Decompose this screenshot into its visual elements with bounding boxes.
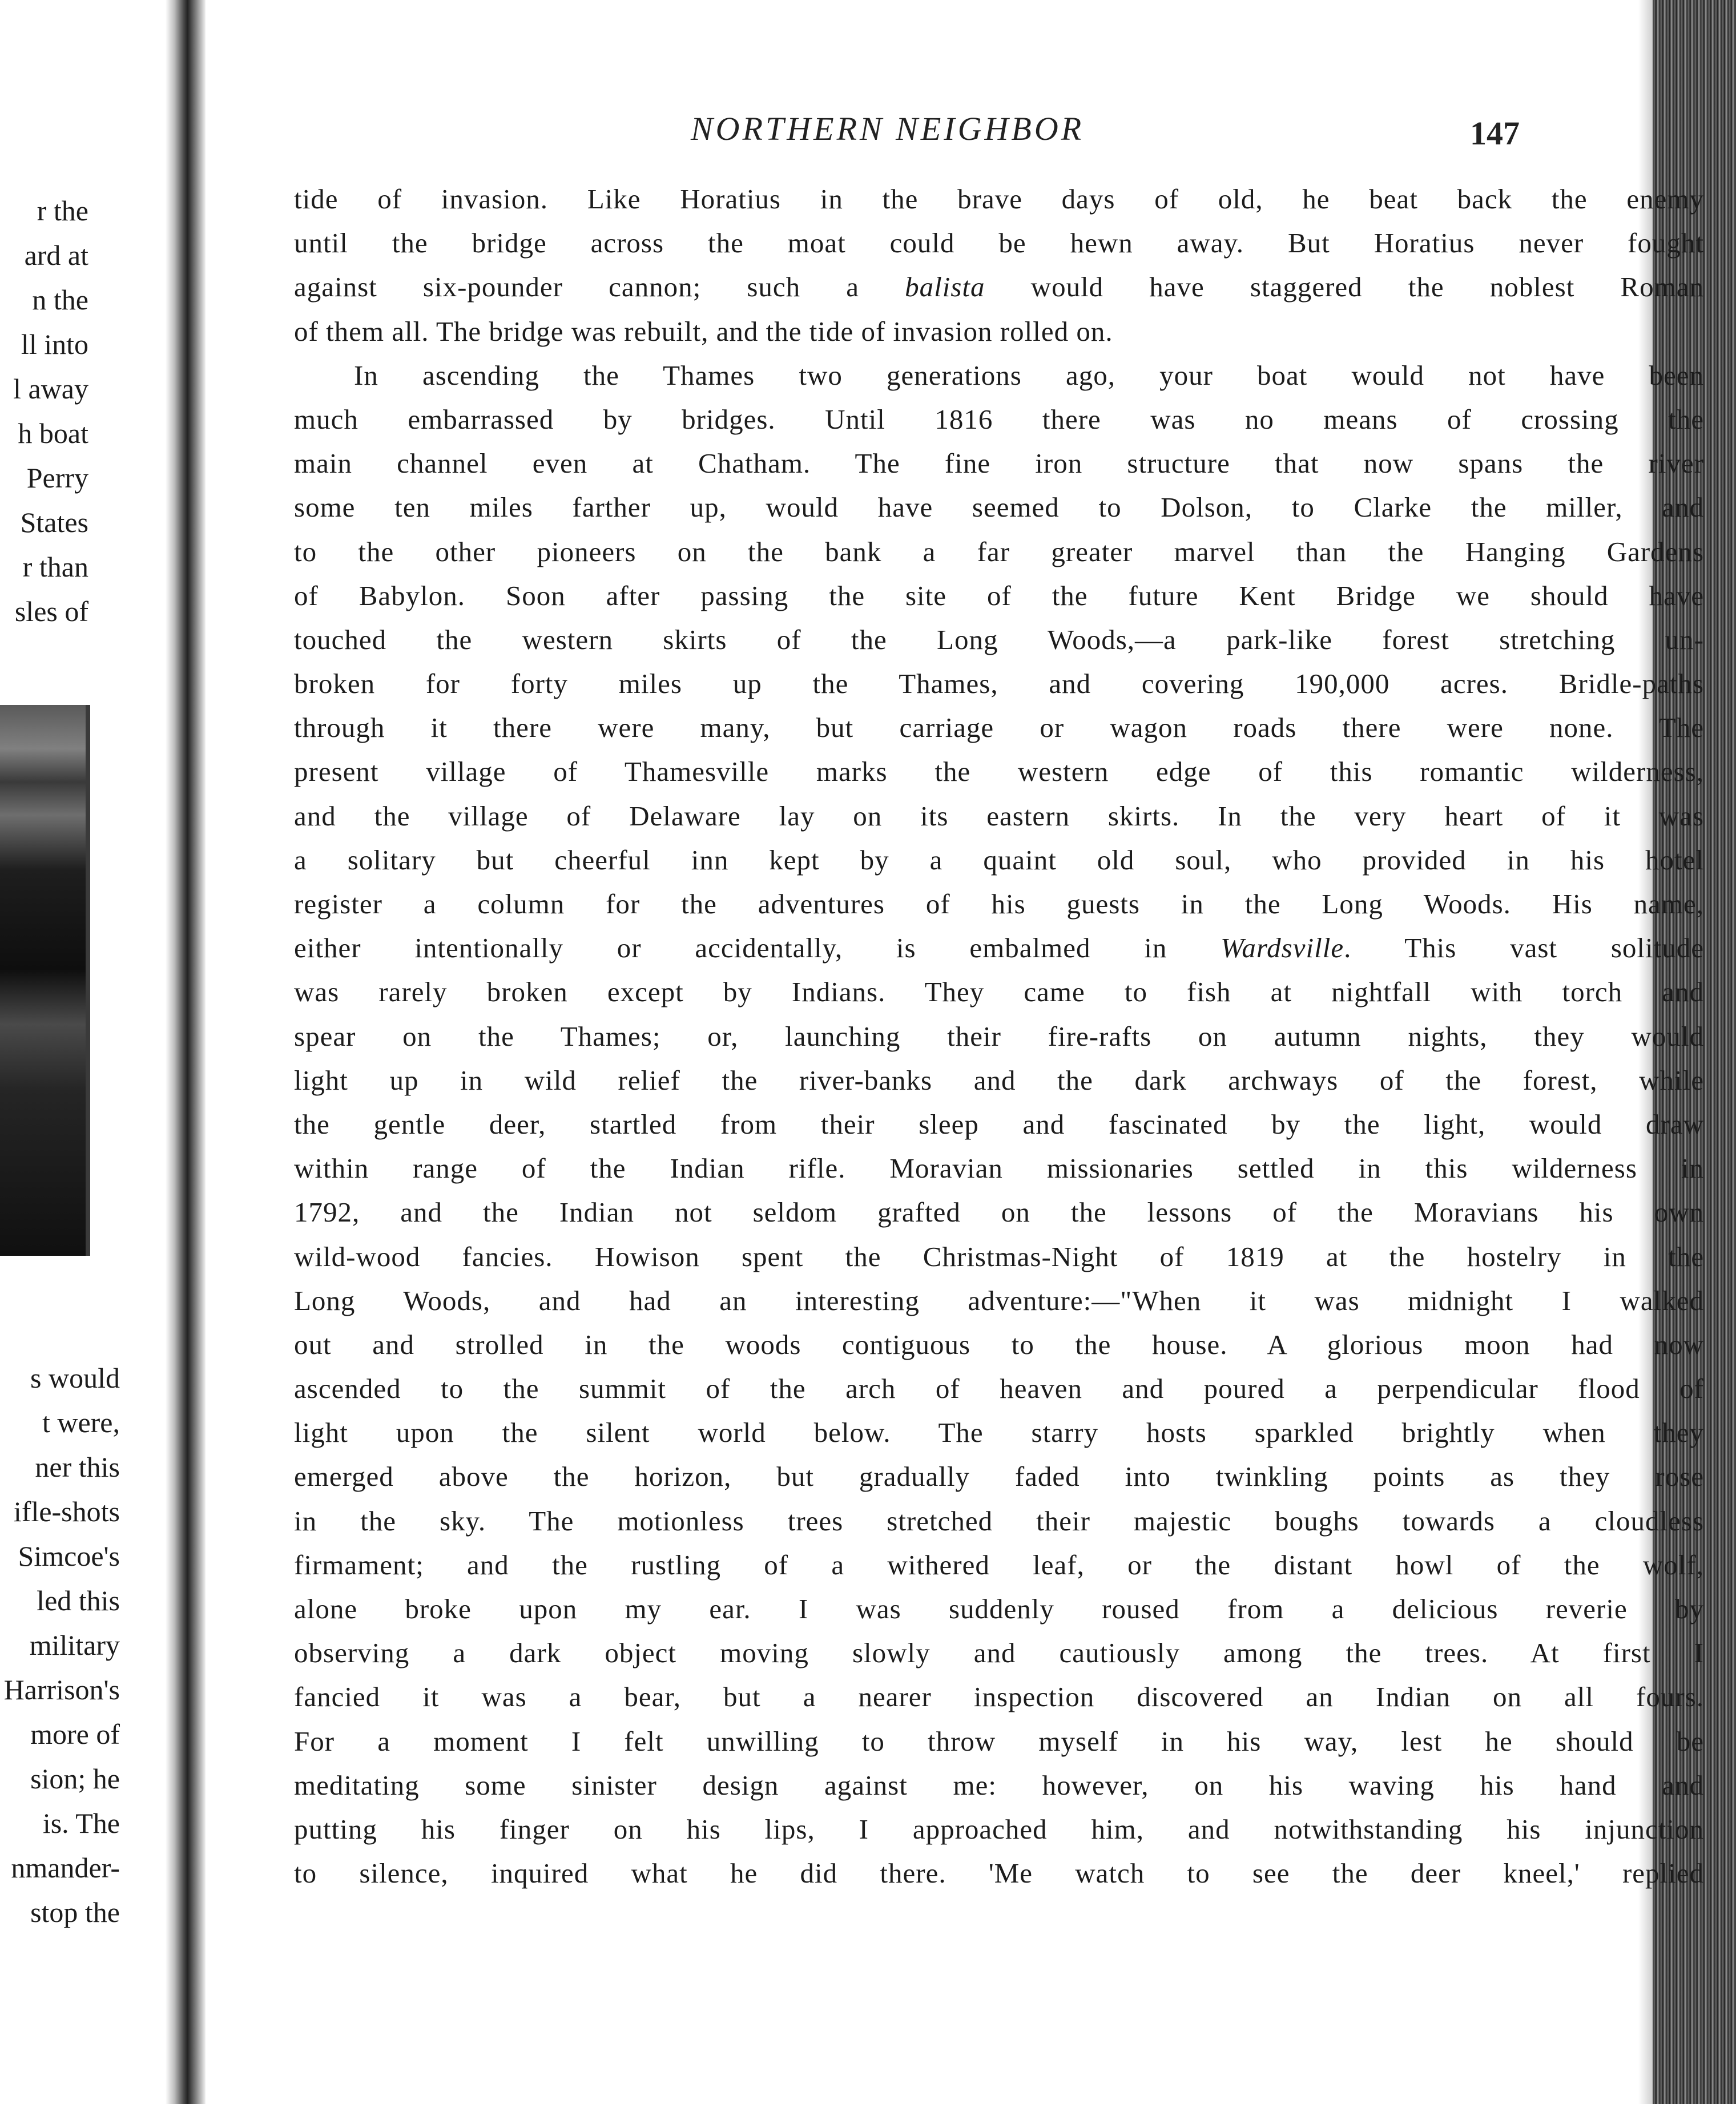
text-line: 1792, and the Indian not seldom grafted on the lessons of the Moravians his own xyxy=(294,1196,1704,1228)
text-line: until the bridge across the moat could be hewn away. But Horatius never fought xyxy=(294,227,1704,259)
left-page-fragment: ifle-shots xyxy=(13,1496,120,1527)
body-text xyxy=(294,177,1704,1895)
left-page-fragment: t were, xyxy=(42,1406,120,1438)
running-head: NORTHERN NEIGHBOR xyxy=(691,110,1085,147)
text-line: For a moment I felt unwilling to throw myself in his way, lest he should be xyxy=(294,1725,1704,1757)
text-line: tide of invasion. Like Horatius in the brave days of old, he beat back the enemy xyxy=(294,183,1704,215)
left-page-fragment: ard at xyxy=(24,239,88,271)
page-number: 147 xyxy=(1470,115,1520,152)
left-page-fragment: is. The xyxy=(42,1807,120,1839)
text-line: wild-wood fancies. Howison spent the Christmas-Night of 1819 at the hostelry in the xyxy=(294,1240,1704,1272)
left-page-fragment: sion; he xyxy=(30,1763,120,1795)
left-page-fragment: nmander- xyxy=(11,1852,120,1884)
left-page-fragment: stop the xyxy=(30,1896,120,1928)
text-line: to the other pioneers on the bank a far greater marvel than the Hanging Gardens xyxy=(294,535,1704,567)
text-line: ascended to the summit of the arch of heaven and poured a perpendicular flood of xyxy=(294,1373,1704,1405)
left-page-fragment: l away xyxy=(13,373,88,405)
text-line: light up in wild relief the river-banks and the dark archways of the forest, while xyxy=(294,1064,1704,1096)
text-line: spear on the Thames; or, launching their fire-rafts on autumn nights, they would xyxy=(294,1020,1704,1052)
text-line: broken for forty miles up the Thames, and covering 190,000 acres. Bridle-paths xyxy=(294,668,1704,700)
left-page-fragment: h boat xyxy=(18,417,88,449)
left-page-fragment: Perry xyxy=(26,462,88,494)
photograph-frame xyxy=(86,705,90,1256)
text-line: within range of the Indian rifle. Moravian missionaries settled in this wilderness in xyxy=(294,1152,1704,1184)
text-line: Long Woods, and had an interesting adventure:—"When it was midnight I walked xyxy=(294,1284,1704,1316)
left-page-fragment: r the xyxy=(37,195,88,227)
left-page-fragment: r than xyxy=(22,551,88,583)
left-page-fragment: n the xyxy=(32,284,88,316)
left-page-fragment: States xyxy=(20,506,88,538)
text-line: putting his finger on his lips, I approached him, and notwithstanding his injunction xyxy=(294,1813,1704,1845)
text-line: a solitary but cheerful inn kept by a quaint old soul, who provided in his hotel xyxy=(294,844,1704,876)
book-gutter xyxy=(166,0,206,2104)
text-line: the gentle deer, startled from their sleep and fascinated by the light, would draw xyxy=(294,1108,1704,1140)
text-line: firmament; and the rustling of a withered leaf, or the distant howl of the wolf, xyxy=(294,1549,1704,1581)
left-page-fragment: military xyxy=(29,1629,120,1661)
text-line: to silence, inquired what he did there. 'Me watch to see the deer kneel,' replied xyxy=(294,1857,1704,1889)
left-page-fragment: Simcoe's xyxy=(18,1540,120,1572)
text-line: alone broke upon my ear. I was suddenly roused from a delicious reverie by xyxy=(294,1593,1704,1625)
text-line: observing a dark object moving slowly and cautiously among the trees. At first I xyxy=(294,1637,1704,1669)
italic-term: Wardsville xyxy=(1221,932,1344,964)
left-page-fragment: Harrison's xyxy=(3,1674,120,1706)
text-line: light upon the silent world below. The starry hosts sparkled brightly when they xyxy=(294,1417,1704,1449)
text-line: meditating some sinister design against me: however, on his waving his hand and xyxy=(294,1769,1704,1801)
text-line: against six-pounder cannon; such a balista would have staggered the noblest Roman xyxy=(294,271,1704,303)
left-facing-page xyxy=(0,0,166,2104)
text-line: of Babylon. Soon after passing the site of the future Kent Bridge we should have xyxy=(294,579,1704,611)
text-line: either intentionally or accidentally, is embalmed in Wardsville. This vast solitude xyxy=(294,932,1704,964)
text-line: fancied it was a bear, but a nearer inspection discovered an Indian on all fours. xyxy=(294,1681,1704,1713)
left-page-fragment: more of xyxy=(30,1718,120,1750)
left-page-fragment: sles of xyxy=(14,595,88,627)
text-line: through it there were many, but carriage or wagon roads there were none. The xyxy=(294,712,1704,744)
book-page xyxy=(206,0,1704,2104)
text-line: present village of Thamesville marks the western edge of this romantic wilderness, xyxy=(294,756,1704,788)
text-line: touched the western skirts of the Long Woods,—a park-like forest stretching un- xyxy=(294,623,1704,655)
left-page-photograph xyxy=(0,705,88,1256)
text-line: of them all. The bridge was rebuilt, and the tide of invasion rolled on. xyxy=(294,315,1113,347)
text-line: some ten miles farther up, would have seemed to Dolson, to Clarke the miller, and xyxy=(294,491,1704,523)
text-line: was rarely broken except by Indians. They came to fish at nightfall with torch and xyxy=(294,976,1704,1008)
left-page-fragment: ner this xyxy=(35,1451,120,1483)
text-line: In ascending the Thames two generations ago, your boat would not have been xyxy=(354,359,1704,391)
text-line: main channel even at Chatham. The fine iron structure that now spans the river xyxy=(294,448,1704,479)
text-line: emerged above the horizon, but gradually faded into twinkling points as they rose xyxy=(294,1461,1704,1493)
text-line: in the sky. The motionless trees stretched their majestic boughs towards a cloudless xyxy=(294,1505,1704,1537)
left-page-fragment: ll into xyxy=(21,328,88,360)
text-line: out and strolled in the woods contiguous to the house. A glorious moon had now xyxy=(294,1328,1704,1360)
text-line: register a column for the adventures of his guests in the Long Woods. His name, xyxy=(294,888,1704,920)
text-line: and the village of Delaware lay on its eastern skirts. In the very heart of it was xyxy=(294,800,1704,832)
italic-term: balista xyxy=(905,271,985,303)
left-page-fragment: led this xyxy=(37,1585,120,1617)
text-line: much embarrassed by bridges. Until 1816 there was no means of crossing the xyxy=(294,403,1704,435)
left-page-fragment: s would xyxy=(30,1362,120,1394)
